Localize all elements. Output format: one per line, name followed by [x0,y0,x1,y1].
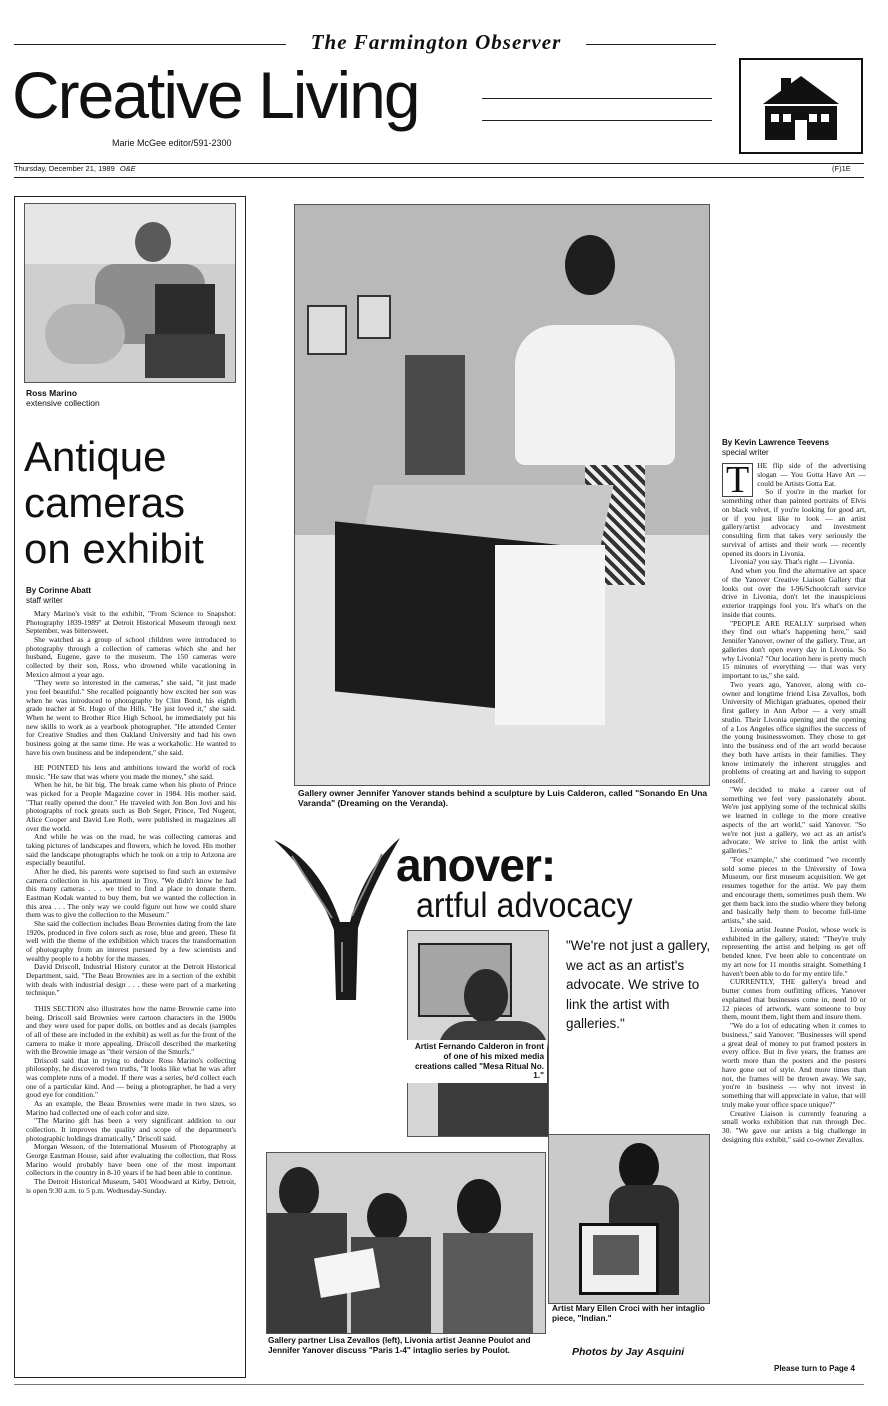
left-headline [24,434,239,572]
left-paragraph: "They were so interested in the cameras," she said, "it just made you feel beautiful." She recalled poignantly how excited her son was when he was introduced to photography by Clint Bond, his eighth grade teacher at St. Hugo of the Hills. "He just loved it," she said. When he went to Brother Rice High School, he immediately put his new skills to work as a yearbook photographer. "He attended Center for Creative Studies and then Oakland University and had his own business going at the same time. He was a workaholic. He wanted to have his own business and be independent," she said. [26,678,236,757]
photo-credit: Photos by Jay Asquini [572,1346,685,1358]
right-byline-name: By Kevin Lawrence Teevens [722,438,830,447]
croci-photo [548,1134,710,1304]
masthead-rule-left [14,44,286,45]
date-text: Thursday, December 21, 1989 [14,164,115,173]
left-paragraph: Driscoll said that in trying to deduce Ross Marino's collecting philosophy, he discovered two truths, "It looks like what he was after was complete runs of a model. If there was a series, he'd collect each one of a particular kind. And — being a photographer, he had a very good eye for condition." [26,1055,236,1100]
title-rule-upper [482,98,712,99]
dateline-rule-bottom [14,177,864,178]
right-byline [722,438,829,458]
main-photo-caption: Gallery owner Jennifer Yanover stands behind a sculpture by Luis Calderon, called "Sonando En Una Varanda" (Dreaming on the Veranda). [298,788,708,808]
left-byline [26,586,91,606]
right-lead: HE flip side of the advertising slogan — You Gotta Have Art — could be Artists Gotta Eat. [757,462,866,488]
left-paragraph: When he hit, he hit big. The break came when his photo of Prince was picked for a People Magazine cover in 1984. His mother said, "That really opened the door." He traveled with Jon Bon Jovi and his photographs of rock greats such as Bob Seger, Prince, Ted Nugent, Alice Cooper and David Lee Roth, were published in magazines all over the world. [26,780,236,833]
left-paragraph: She watched as a group of school children were introduced to photography through a collection of cameras which she and her husband, Eugene, gave to the museum. The 150 cameras were collected by their son, Ross, who drowned while vacationing in Mexico almost a year ago. [26,634,236,679]
feature-headline-part2: artful advocacy [416,886,633,925]
right-article-body [722,462,866,1372]
ross-caption-line2: extensive collection [26,398,100,408]
left-article-body [26,610,236,1370]
calderon-photo [407,930,549,1137]
left-paragraph: "The Marino gift has been a very significant addition to our collection. It improves the quality and scope of the department's photographic holdings dramatically," Driscoll said. [26,1116,236,1143]
left-byline-name: By Corinne Abatt [26,586,92,595]
right-paragraph: "We do a lot of educating when it comes to business," said Yanover. "Businesses will spend a great deal of money to put framed posters in every office. But in five years, the frames are worth more than the posters and the posters have gone out of style. And more times than not, the frames will be thrown away. We say, you're in business — why not invest in something that will appreciate in value, that will truly make your office space unique?" [722,1021,866,1109]
house-logo-icon [741,60,861,152]
group-photo-caption: Gallery partner Lisa Zevallos (left), Livonia artist Jeanne Poulot and Jennifer Yanover discuss "Paris 1-4" intaglio series by Poulot. [268,1336,531,1355]
right-paragraph: And when you find the alternative art space of the Yanover Creative Liaison Gallery that looks out over the I-96/Schoolcraft service drive in Livonia, don't let the inauspicious exterior trappings fool you. It's what's on the inside that counts. [722,566,866,619]
left-byline-role: staff writer [26,596,63,605]
masthead-rule-right [586,44,716,45]
date-line [14,164,136,173]
stylized-y-icon [272,832,402,1002]
right-paragraph: Livonia? you say. That's right — Livonia. [730,557,855,567]
feature-headline-part1: anover: [396,839,556,891]
page-code: (F)1E [832,164,851,173]
croci-caption: Artist Mary Ellen Croci with her intaglio piece, "Indian." [552,1304,705,1323]
left-paragraph: She said the collection includes Beau Brownies dating from the late 1920s, produced in five colors such as rose, blue and green. These fit well with the theme of the exhibition which traces the transformation of photography from an interest pursued by a few scientists and wealthy people to a hobby for the masses. [26,918,236,963]
left-paragraph: Morgan Wesson, of the International Museum of Photography at George Eastman House, said after evaluating the collection, that Ross Marino would probably have been one of the most important collectors in the country in 8-10 years if he had been able to continue. [26,1142,236,1178]
pull-quote: "We're not just a gallery, we act as an artist's advocate. We strive to link the artist with galleries." [566,938,711,1031]
right-paragraph: "For example," she continued "we recently sold some pieces to the University of Iowa Museum, our first museum acquisition. We get resumes together for the artist. We pay them and encourage them, sometimes push them. We get them back into the studio where they belong and basically help them to become full-time artists," she said. [722,854,866,925]
title-rule-lower [482,120,712,121]
paper-name: The Farmington Observer [310,30,562,54]
ross-caption-line1: Ross Marino [26,388,78,398]
headline-y-graphic [272,832,402,1002]
left-paragraph: As an example, the Beau Brownies were made in two sizes, so Marino had collected one of each color and size. [26,1099,236,1117]
right-paragraph: "PEOPLE ARE REALLY surprised when they find out what's happening here," said Jennifer Yanover, owner of the gallery. True, art galleries don't open every day in Livonia. So why Livonia? "Our location here is pretty much 15 minutes of everything — that was very important to us," she said. [722,618,866,680]
yanover-main-photo [294,204,710,786]
right-paragraph: Livonia artist Jeanne Poulot, whose work is exhibited in the gallery, stated: "They're truly representing the artist and helping us get off bended knee. I've been able to concentrate on my art now for 11 months straight. Something I haven't been able to do for my entire life." [722,924,866,978]
right-byline-role: special writer [722,448,769,457]
dateline-rule-top [14,163,864,164]
calderon-caption: Artist Fernando Calderon in front of one of his mixed media creations called "Mesa Ritual No. 1." [407,1040,547,1083]
left-paragraph: After he died, his parents were suprised to find such an extensive camera collection in his apartment in Troy. "We didn't know he had this many cameras . . . we tried to find a place to donate them. Eastman Kodak wanted to buy them, but we wanted the collection in this area . . . The only way we could figure out how we could share them was to give the collection to the Museum." [26,867,236,920]
right-paragraph: CURRENTLY, THE gallery's bread and butter comes from outfitting offices. Yanover explained that businesses come in, need 10 or 12 pieces of artwork, want someone to buy them, mount them, light them and insure them. [722,977,866,1022]
left-headline-line2: cameras [24,479,186,526]
gallery-partners-photo [266,1152,546,1334]
section-title: Creative Living [12,58,419,132]
right-paragraph: "We decided to make a career out of something we feel very passionately about. We're just applying some of the technical skills we learned in college to the more creative aspects of the art world," said Yanover. "So we're not just a gallery, we act as an artist's advocate. We strive to link the artist with galleries." [722,784,866,855]
right-paragraph: Creative Liaison is currently featuring a small works exhibition that run through Dec. 30. "We gave our artists a big challenge in designing this exhibit," said co-owner Zevallos. [722,1108,866,1144]
jump-line: Please turn to Page 4 [774,1364,855,1373]
editor-line: Marie McGee editor/591-2300 [112,138,232,148]
ross-photo-caption [26,388,236,408]
left-paragraph: HE POINTED his lens and ambitions toward the world of rock music. "He saw that was where you made the money," she said. [26,763,236,781]
edition-text: O&E [119,164,136,173]
left-headline-line1: Antique [24,433,167,480]
ross-marino-photo [24,203,236,383]
left-paragraph: THIS SECTION also illustrates how the name Brownie came into being. Driscoll said Brownies were cartoon characters in the 1900s and they were used for paper dolls, on bottles and as decals (samples of all of these are included in the exhibit) as well as for the front of the camera to make it more appealing. Driscoll described the marketing with the Brownie image as "their version of the Smurfs." [26,1003,236,1057]
section-logo [739,58,863,154]
left-paragraph: Mary Marino's visit to the exhibit, "From Science to Snapshot: Photography 1839-1989" at Detroit Historical Museum through next September, was bittersweet. [26,610,236,636]
drop-cap: T [722,463,753,497]
left-paragraph: David Driscoll, Industrial History curator at the Detroit Historical Department, said, "The Beau Brownies are in a section of the exhibit with deals with industrial design . . . these were part of a marketing technique." [26,962,236,998]
left-paragraph: The Detroit Historical Museum, 5401 Woodward at Kirby, Detroit, is open 9:30 a.m. to 5 p.m. Wednesday-Sunday. [26,1177,236,1195]
left-paragraph: And while he was on the road, he was collecting cameras and taking pictures of landscapes and flowers, which he loved. His mother said the landscape photographs which he took on a trip to Arizona are especially beautiful. [26,832,236,868]
left-headline-line3: on exhibit [24,525,204,572]
right-paragraph: Two years ago, Yanover, along with co-owner and longtime friend Lisa Zevallos, both University of Michigan graduates, opened their first gallery in Ann Arbor — a very small studio. Their Livonia opening and the opening of a Los Angeles office signifies the success of the young businesswomen. They chose to get into the business end of the art world because they both have artists in their families. They know intimately the inherent struggles and problems of creating art and having to support oneself. [722,679,866,785]
page-bottom-rule [14,1384,864,1385]
right-paragraph: So if you're in the market for something other than painted portraits of Elvis on black velvet, if you're looking for good art, or if you just like to look — an artist gallery/artist advocacy and investment consulting firm that takes very seriously the survival of artists and their work — recently opened its doors in Livonia. [722,487,866,558]
